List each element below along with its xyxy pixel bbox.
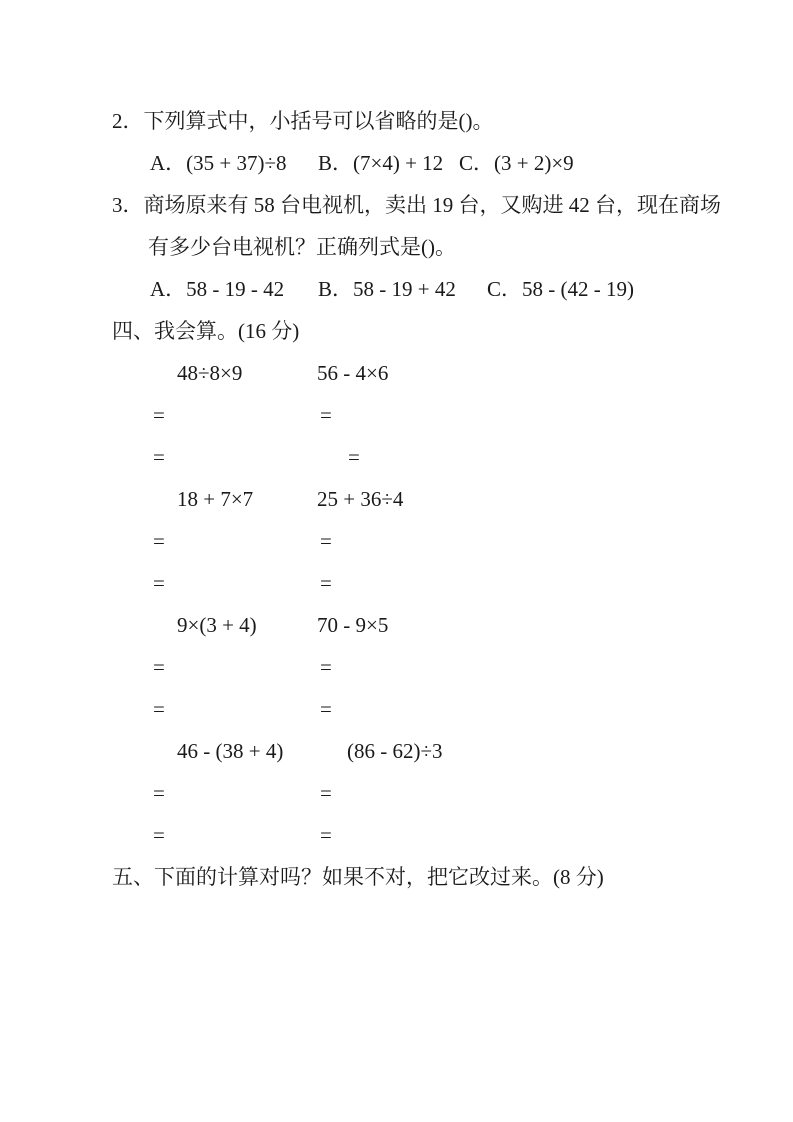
equals-sign: = xyxy=(320,655,332,679)
equals-sign: = xyxy=(153,571,165,595)
section-4-title-text: 四、我会算。(16 分) xyxy=(112,319,300,343)
equals-sign: = xyxy=(153,445,165,469)
question-3-option-b: B．58 - 19 + 42 xyxy=(318,277,456,301)
calc-group-1-equals-row-1 xyxy=(112,394,753,436)
calc-group-4-equals-row-2 xyxy=(112,814,753,856)
equals-sign: = xyxy=(153,655,165,679)
calc-group-4-equals-row-1 xyxy=(112,772,753,814)
question-3-option-c: C．58 - (42 - 19) xyxy=(487,277,634,301)
equals-sign: = xyxy=(153,403,165,427)
question-3 xyxy=(112,184,753,226)
equals-sign: = xyxy=(320,697,332,721)
question-2-text: 2．下列算式中，小括号可以省略的是()。 xyxy=(112,109,494,133)
expression-left: 9×(3 + 4) xyxy=(177,613,257,637)
equals-sign: = xyxy=(153,529,165,553)
calc-group-2-equals-row-2 xyxy=(112,562,753,604)
calc-group-1-expressions xyxy=(112,352,753,394)
section-5-title-text: 五、下面的计算对吗？如果不对，把它改过来。(8 分) xyxy=(112,865,604,889)
expression-left: 18 + 7×7 xyxy=(177,487,254,511)
calc-group-1-equals-row-2 xyxy=(112,436,753,478)
expression-right: 25 + 36÷4 xyxy=(317,487,404,511)
section-5-title xyxy=(112,856,753,898)
question-3-text-line2: 有多少台电视机？正确列式是()。 xyxy=(148,235,456,259)
expression-right: (86 - 62)÷3 xyxy=(347,739,443,763)
equals-sign: = xyxy=(320,529,332,553)
calc-group-3-expressions xyxy=(112,604,753,646)
expression-left: 46 - (38 + 4) xyxy=(177,739,284,763)
expression-right: 56 - 4×6 xyxy=(317,361,389,385)
question-3-option-a: A．58 - 19 - 42 xyxy=(150,277,285,301)
question-3-options xyxy=(112,268,753,310)
question-2-option-b: B．(7×4) + 12 xyxy=(318,151,444,175)
calc-group-2-equals-row-1 xyxy=(112,520,753,562)
equals-sign: = xyxy=(153,781,165,805)
calc-group-3-equals-row-1 xyxy=(112,646,753,688)
question-2 xyxy=(112,100,753,142)
equals-sign: = xyxy=(153,697,165,721)
calc-group-3-equals-row-2 xyxy=(112,688,753,730)
calc-group-2-expressions xyxy=(112,478,753,520)
equals-sign: = xyxy=(153,823,165,847)
expression-left: 48÷8×9 xyxy=(177,361,243,385)
calc-group-4-expressions xyxy=(112,730,753,772)
question-2-option-c: C．(3 + 2)×9 xyxy=(459,151,574,175)
question-3-text-line1: 3．商场原来有 58 台电视机，卖出 19 台，又购进 42 台，现在商场 xyxy=(112,193,721,217)
section-4-title xyxy=(112,310,753,352)
equals-sign: = xyxy=(348,445,360,469)
equals-sign: = xyxy=(320,823,332,847)
question-3-continued xyxy=(112,226,753,268)
equals-sign: = xyxy=(320,781,332,805)
question-2-options xyxy=(112,142,753,184)
equals-sign: = xyxy=(320,403,332,427)
expression-right: 70 - 9×5 xyxy=(317,613,389,637)
question-2-option-a: A．(35 + 37)÷8 xyxy=(150,151,287,175)
equals-sign: = xyxy=(320,571,332,595)
